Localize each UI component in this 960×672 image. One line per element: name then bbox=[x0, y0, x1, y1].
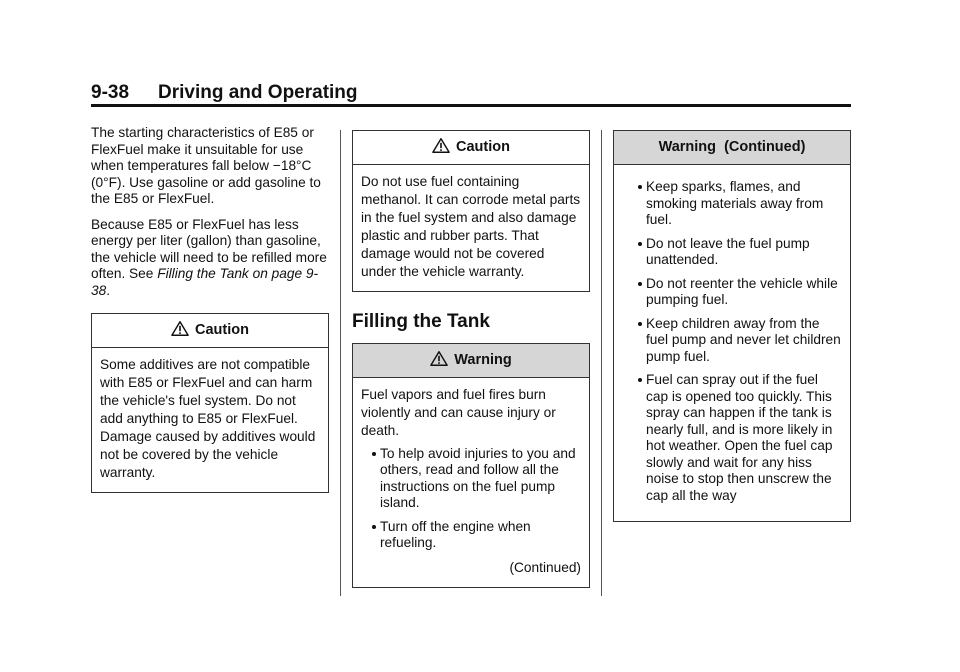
list-item bbox=[361, 519, 581, 552]
bullet-dot-icon bbox=[372, 525, 376, 529]
warning-bullets bbox=[361, 446, 581, 552]
continued-label: (Continued) bbox=[509, 559, 581, 575]
list-item bbox=[622, 179, 842, 229]
caution-header bbox=[353, 131, 589, 165]
fuel-warning-box bbox=[352, 343, 590, 588]
page-number: 9-38 bbox=[91, 82, 130, 103]
bullet-text: Keep children away from the fuel pump and never let children pump fuel. bbox=[646, 315, 841, 364]
bullet-dot-icon bbox=[638, 378, 642, 382]
column-divider-2 bbox=[601, 130, 602, 596]
bullet-dot-icon bbox=[638, 185, 642, 189]
additives-caution-box bbox=[91, 313, 329, 493]
caution-header bbox=[92, 314, 328, 348]
list-item bbox=[622, 236, 842, 269]
caution-triangle-icon bbox=[171, 320, 189, 337]
bullet-dot-icon bbox=[638, 322, 642, 326]
caution-body: Do not use fuel containing methanol. It can corrode metal parts in the fuel system and also damage plastic and rubber parts. That damage would not be covered under the vehicle warranty. bbox=[361, 174, 581, 279]
warning-title: Warning bbox=[454, 351, 512, 368]
header-rule bbox=[91, 104, 851, 107]
warning-intro: Fuel vapors and fuel fires burn violently and can cause injury or death. bbox=[361, 386, 556, 438]
bullet-dot-icon bbox=[638, 242, 642, 246]
methanol-caution-box bbox=[352, 130, 590, 292]
warning-triangle-icon bbox=[430, 350, 448, 367]
list-item bbox=[622, 316, 842, 366]
warning-header bbox=[353, 344, 589, 378]
filling-the-tank-heading: Filling the Tank bbox=[352, 311, 490, 332]
refill-paragraph bbox=[91, 217, 329, 300]
warning-continued-title: Warning (Continued) bbox=[658, 139, 806, 156]
bullet-dot-icon bbox=[638, 282, 642, 286]
caution-triangle-icon bbox=[432, 137, 450, 154]
caution-title: Caution bbox=[195, 322, 249, 339]
bullet-text: Turn off the engine when refueling. bbox=[380, 518, 531, 550]
column-3 bbox=[613, 125, 851, 522]
warning-continued-bullets bbox=[622, 179, 842, 504]
bullet-text: Do not reenter the vehicle while pumping fuel. bbox=[646, 275, 838, 307]
bullet-dot-icon bbox=[372, 452, 376, 456]
intro-paragraph: The starting characteristics of E85 or FlexFuel make it unsuitable for use when temperatures fall below −18°C (0°F). Use gasoline or add gasoline to the E85 or FlexFuel. bbox=[91, 125, 321, 206]
list-item bbox=[622, 372, 842, 504]
column-2 bbox=[352, 125, 590, 588]
bullet-text: Do not leave the fuel pump unattended. bbox=[646, 235, 810, 267]
refill-text: Because E85 or FlexFuel has less energy per liter (gallon) than gasoline, the vehicle will need to be refilled more often. See bbox=[91, 216, 327, 281]
bullet-text: To help avoid injuries to you and others, read and follow all the instructions on the fuel pump island. bbox=[380, 445, 576, 510]
caution-body: Some additives are not compatible with E85 or FlexFuel and can harm the vehicle's fuel system. Do not add anything to E85 or FlexFuel. Damage caused by additives would not be covered by the vehicle warranty. bbox=[100, 357, 316, 480]
bullet-text: Keep sparks, flames, and smoking materials away from fuel. bbox=[646, 179, 824, 227]
section-title: Driving and Operating bbox=[158, 82, 358, 103]
warning-continued-header bbox=[614, 131, 850, 165]
column-divider-1 bbox=[340, 130, 341, 596]
filling-tank-reference-link[interactable]: Filling the Tank on page 9-38 bbox=[91, 266, 319, 298]
warning-body bbox=[353, 378, 589, 587]
page-header bbox=[91, 80, 851, 106]
column-1 bbox=[91, 125, 329, 493]
bullet-text: Fuel can spray out if the fuel cap is opened too quickly. This spray can happen if the tank is nearly full, and is more likely in hot weather. Open the fuel cap slowly and wait for any hiss noise to stop then unscrew the cap all the way bbox=[646, 372, 833, 503]
warning-continued-box bbox=[613, 130, 851, 522]
warning-continued-body bbox=[614, 165, 850, 521]
list-item bbox=[622, 276, 842, 309]
caution-title: Caution bbox=[456, 139, 510, 156]
list-item bbox=[361, 446, 581, 512]
refill-end: . bbox=[106, 282, 111, 298]
